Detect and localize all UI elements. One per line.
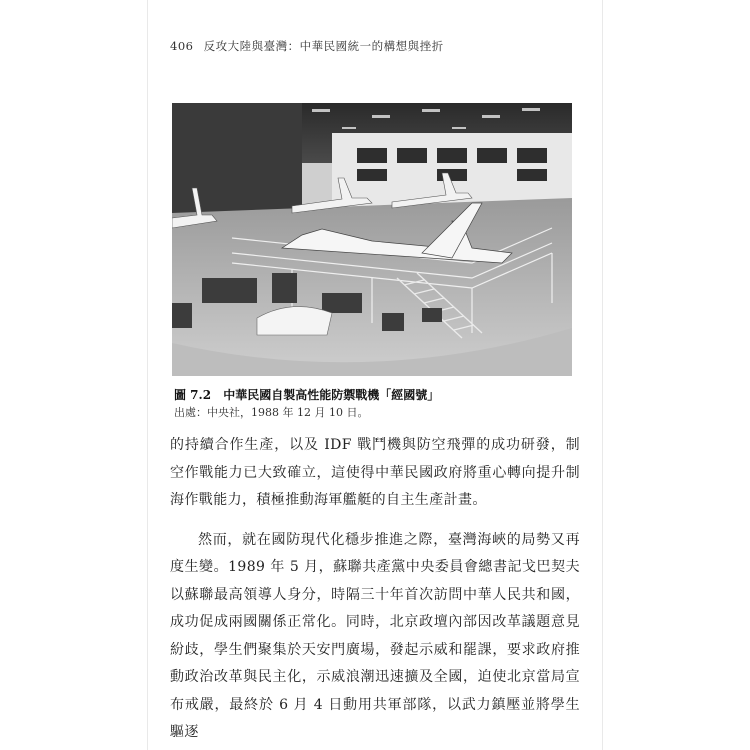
page-number: 406 (170, 39, 194, 53)
photo-illustration (172, 103, 572, 376)
figure-title: 中華民國自製高性能防禦戰機「經國號」 (223, 388, 440, 402)
body-text (170, 432, 580, 747)
figure-caption (174, 386, 439, 403)
paragraph-1: 的持續合作生產，以及 IDF 戰鬥機與防空飛彈的成功研發，制空作戰能力已大致確立，這使得中華民國政府將重心轉向提升制海作戰能力，積極推動海軍艦艇的自主生產計畫。 (170, 437, 580, 508)
figure-source: 出處：中央社，1988 年 12 月 10 日。 (174, 406, 369, 419)
aircraft-hangar-photo (172, 103, 572, 376)
paragraph-2: 然而，就在國防現代化穩步推進之際，臺灣海峽的局勢又再度生變。1989 年 5 月，蘇聯共產黨中央委員會總書記戈巴契夫以蘇聯最高領導人身分，時隔三十年首次訪問中華人民共和國，成功促成兩國關係正常化。同時，北京政壇內部因改革議題意見紛歧，學生們聚集於天安門廣場，發起示威和罷課，要求政府推動政治改革與民主化，示威浪潮迅速擴及全國，迫使北京當局宣布戒嚴，最終於 6 月 4 日動用共軍部隊，以武力鎮壓並將學生驅逐 (170, 531, 580, 740)
figure-label: 圖 7.2 (174, 388, 212, 402)
book-page (148, 0, 602, 750)
running-header (170, 38, 444, 54)
book-title: 反攻大陸與臺灣：中華民國統一的構想與挫折 (203, 39, 444, 53)
